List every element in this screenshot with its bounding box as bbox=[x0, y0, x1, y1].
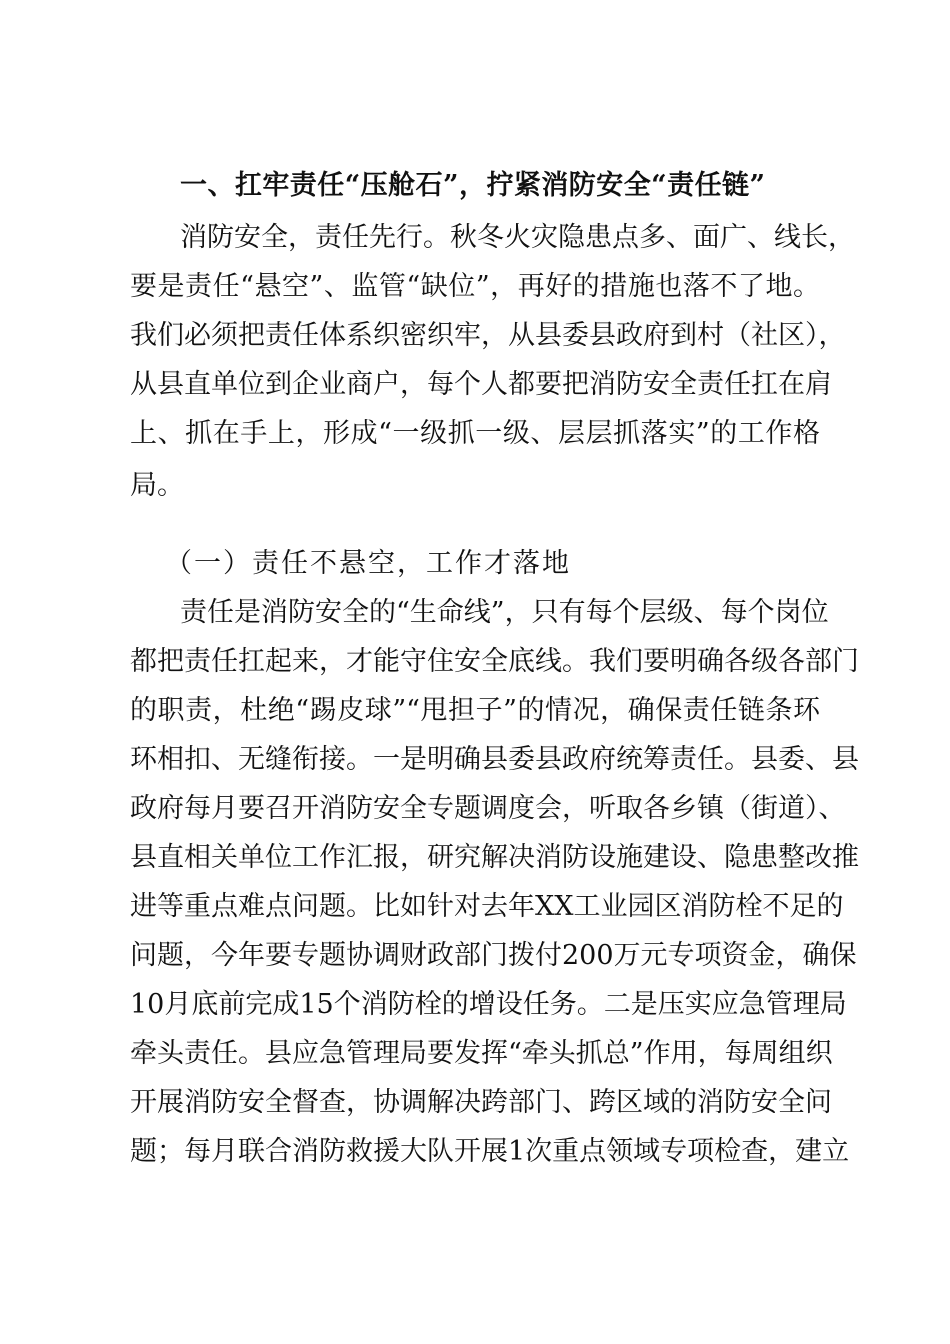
text-line: 环相扣、无缝衔接。一是明确县委县政府统筹责任。县委、县 bbox=[130, 744, 859, 775]
text-line: 政府每月要召开消防安全专题调度会，听取各乡镇（街道）、 bbox=[130, 793, 846, 824]
text-line: 要是责任“悬空”、监管“缺位”，再好的措施也落不了地。 bbox=[130, 271, 820, 302]
text-line: 开展消防安全督查，协调解决跨部门、跨区域的消防安全问 bbox=[130, 1087, 832, 1118]
text-line: 局。 bbox=[130, 470, 184, 501]
text-line: 问题，今年要专题协调财政部门拨付200万元专项资金，确保 bbox=[130, 940, 857, 971]
text-line: 10月底前完成15个消防栓的增设任务。二是压实应急管理局 bbox=[130, 989, 847, 1020]
text-line: 题；每月联合消防救援大队开展1次重点领域专项检查，建立 bbox=[130, 1136, 850, 1167]
text-line: 县直相关单位工作汇报，研究解决消防设施建设、隐患整改推 bbox=[130, 842, 859, 873]
text-line: 上、抓在手上，形成“一级抓一级、层层抓落实”的工作格 bbox=[130, 418, 820, 449]
subheading: （一）责任不悬空，工作才落地 bbox=[165, 548, 571, 579]
text-line: 从县直单位到企业商户，每个人都要把消防安全责任扛在肩 bbox=[130, 369, 832, 400]
text-line: 消防安全，责任先行。秋冬火灾隐患点多、面广、线长， bbox=[180, 222, 855, 253]
text-line: 的职责，杜绝“踢皮球”“甩担子”的情况，确保责任链条环 bbox=[130, 695, 820, 726]
text-line: 我们必须把责任体系织密织牢，从县委县政府到村（社区）， bbox=[130, 320, 846, 351]
text-line: 进等重点难点问题。比如针对去年XX工业园区消防栓不足的 bbox=[130, 891, 844, 922]
section-heading: 一、扛牢责任“压舱石”，拧紧消防安全“责任链” bbox=[180, 170, 765, 201]
text-line: 牵头责任。县应急管理局要发挥“牵头抓总”作用，每周组织 bbox=[130, 1038, 833, 1069]
text-line: 都把责任扛起来，才能守住安全底线。我们要明确各级各部门 bbox=[130, 646, 859, 677]
text-line: 责任是消防安全的“生命线”，只有每个层级、每个岗位 bbox=[180, 597, 829, 628]
